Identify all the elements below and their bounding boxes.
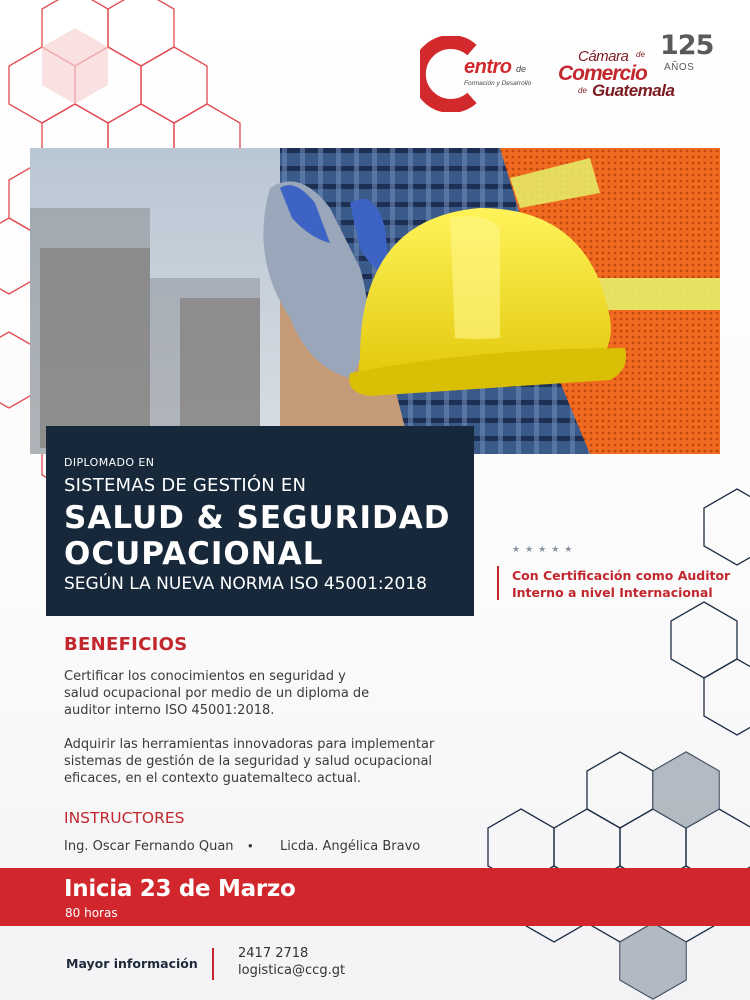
beneficio-1-line: Certificar los conocimientos en seguridad y: [64, 669, 346, 684]
instructor-name: Ing. Oscar Fernando Quan: [64, 839, 234, 854]
diplomado-label: DIPLOMADO EN: [64, 456, 155, 469]
footer-divider: [212, 948, 214, 980]
contact-email[interactable]: logistica@ccg.gt: [238, 963, 346, 978]
centro-logo: [420, 36, 540, 112]
beneficio-1-line: salud ocupacional por medio de un diploma de: [64, 686, 370, 701]
norma-label: SEGÚN LA NUEVA NORMA ISO 45001:2018: [64, 574, 427, 594]
camara-de-word: de: [636, 50, 645, 59]
centro-logo-word: entro: [464, 56, 512, 78]
beneficio-2-line: eficaces, en el contexto guatemalteco actual.: [64, 771, 361, 786]
course-title-line1: SALUD & SEGURIDAD: [64, 500, 451, 536]
beneficios-heading: BENEFICIOS: [64, 634, 188, 655]
guatemala-word: Guatemala: [592, 81, 675, 100]
certification-line1: Con Certificación como Auditor: [512, 568, 731, 583]
contact-phone[interactable]: 2417 2718: [238, 946, 309, 961]
worker-helmet-illustration: [30, 148, 720, 454]
anniversary-years-label: AÑOS: [664, 62, 695, 73]
beneficio-paragraph-1: [64, 668, 444, 719]
instructor-name: Licda. Angélica Bravo: [280, 839, 421, 854]
hero-photo: [30, 148, 720, 454]
certification-line2: Interno a nivel Internacional: [512, 585, 713, 600]
centro-logo-subtitle: Formación y Desarrollo: [464, 80, 532, 87]
certification-divider: [497, 566, 499, 600]
camara-de2-word: de: [578, 86, 587, 95]
centro-logo-de: de: [516, 64, 527, 74]
beneficio-2-line: Adquirir las herramientas innovadoras para implementar: [64, 737, 435, 752]
course-title-line2: OCUPACIONAL: [64, 536, 324, 572]
beneficio-1-line: auditor interno ISO 45001:2018.: [64, 703, 275, 718]
course-hours: 80 horas: [65, 906, 118, 920]
camara-word: Cámara: [578, 48, 629, 65]
beneficio-2-line: sistemas de gestión de la seguridad y salud ocupacional: [64, 754, 433, 769]
instructores-heading: INSTRUCTORES: [64, 809, 185, 827]
camara-comercio-logo: [556, 30, 716, 110]
course-title-panel: [46, 426, 474, 616]
certification-note: [512, 567, 732, 601]
start-date-band: [0, 868, 750, 926]
more-info-label: Mayor información: [66, 956, 198, 971]
start-date: Inicia 23 de Marzo: [64, 876, 296, 902]
anniversary-number: 125: [660, 30, 714, 61]
rating-stars-icon: ★★★★★: [512, 544, 578, 554]
instructor-separator: •: [248, 838, 253, 853]
beneficio-paragraph-2: [64, 736, 444, 787]
sistemas-label: SISTEMAS DE GESTIÓN EN: [64, 475, 307, 496]
comercio-word: Comercio: [558, 62, 647, 85]
